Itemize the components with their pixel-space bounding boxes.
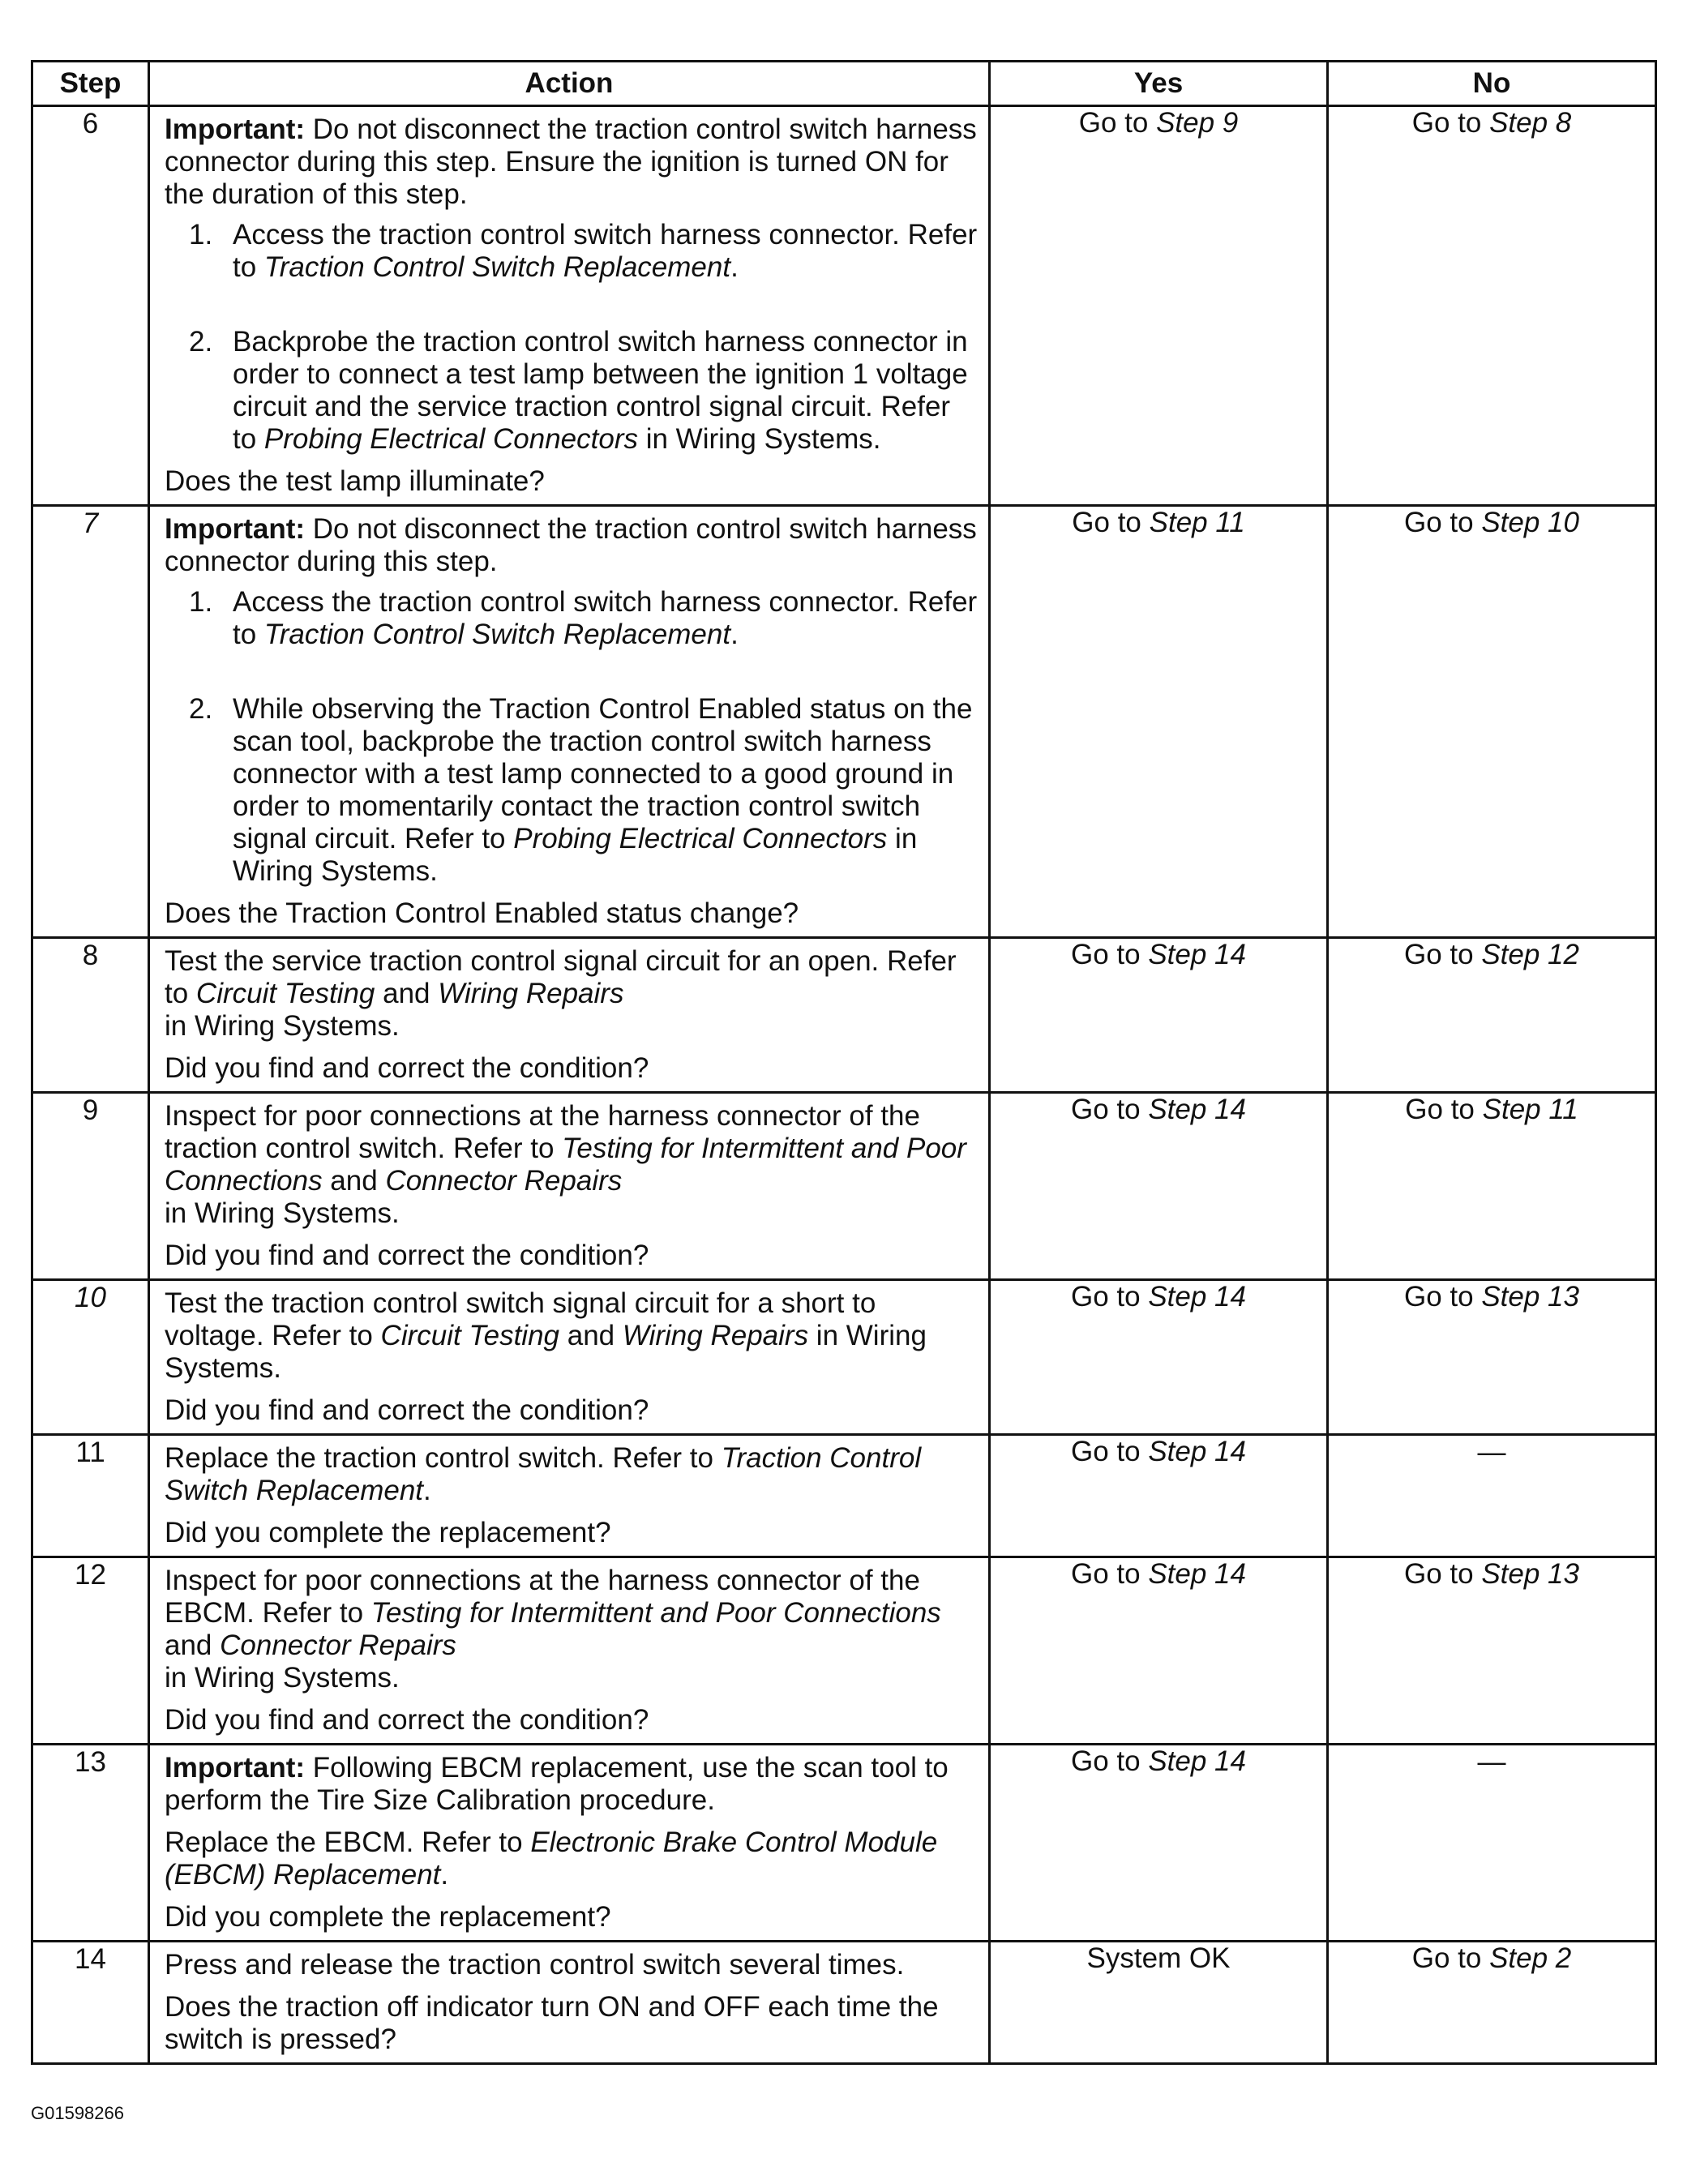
sentence-end: .: [440, 1859, 449, 1891]
question-text: Did you find and correct the condition?: [165, 1240, 649, 1271]
substep: [189, 693, 979, 888]
step-link[interactable]: Step 14: [1148, 1558, 1246, 1590]
action-cell: [149, 1557, 990, 1745]
go-to-label: Go to: [1404, 1281, 1482, 1313]
yes-result: [990, 106, 1328, 506]
action-cell: [149, 1280, 990, 1435]
action-text: [165, 1100, 979, 1230]
action-text: [165, 1565, 979, 1694]
reference-link[interactable]: Connector Repairs: [220, 1629, 456, 1661]
header-action: Action: [149, 62, 990, 106]
question-text: Does the Traction Control Enabled status change?: [165, 897, 799, 929]
substep-number: 2.: [189, 326, 213, 358]
no-result-none: —: [1328, 1435, 1656, 1557]
substep-end: .: [730, 619, 739, 650]
action-text: [165, 1826, 979, 1891]
reference-link[interactable]: Traction Control Switch Replacement: [263, 619, 731, 650]
step-link[interactable]: Step 11: [1149, 507, 1245, 538]
reference-link[interactable]: Electronic Brake Control Module (EBCM) Replacement: [165, 1826, 938, 1891]
important-text: Following EBCM replacement, use the scan tool to perform the Tire Size Calibration procedure.: [165, 1752, 949, 1816]
no-result: [1328, 1557, 1656, 1745]
step-number: [32, 1280, 149, 1435]
question-text: Did you find and correct the condition?: [165, 1704, 649, 1736]
wiring-systems-text: in Wiring Systems.: [165, 1010, 400, 1042]
step-link[interactable]: Step 9: [1156, 107, 1239, 139]
instruction-text: Inspect for poor connections at the harness connector of the EBCM. Refer to: [165, 1565, 920, 1629]
go-to-label: Go to: [1405, 1094, 1483, 1125]
action-cell: [149, 506, 990, 938]
no-result: [1328, 1093, 1656, 1280]
reference-link[interactable]: Traction Control Switch Replacement: [263, 251, 731, 283]
step-number-text: 7: [82, 507, 99, 539]
substep-end: .: [730, 251, 739, 283]
table-row-step-6: [32, 106, 1656, 506]
question-text: Did you complete the replacement?: [165, 1901, 611, 1933]
go-to-label: Go to: [1404, 507, 1482, 538]
substep-list: [165, 586, 979, 888]
step-number: 8: [32, 938, 149, 1093]
substep-list: [165, 219, 979, 456]
instruction-text: Replace the EBCM. Refer to: [165, 1826, 531, 1858]
important-label: Important:: [165, 1752, 306, 1784]
question-text: Did you find and correct the condition?: [165, 1394, 649, 1426]
table-row-step-9: [32, 1093, 1656, 1280]
action-cell: [149, 106, 990, 506]
reference-link[interactable]: Testing for Intermittent and Poor Connections: [165, 1133, 966, 1197]
step-link[interactable]: Step 13: [1481, 1281, 1579, 1313]
important-text: Do not disconnect the traction control switch harness connector during this step. Ensure the ignition is turned ON for the duration of this step.: [165, 113, 977, 210]
no-result: [1328, 106, 1656, 506]
question-text: Did you find and correct the condition?: [165, 1052, 649, 1084]
table-row-step-13: [32, 1745, 1656, 1942]
reference-link[interactable]: Connector Repairs: [385, 1165, 623, 1197]
action-cell: [149, 1435, 990, 1557]
header-row: [32, 62, 1656, 106]
go-to-label: Go to: [1078, 107, 1157, 139]
header-yes: Yes: [990, 62, 1328, 106]
instruction-text: Inspect for poor connections at the harness connector of the traction control switch. Refer to: [165, 1100, 920, 1164]
diagnostic-table: [31, 60, 1657, 2065]
yes-result: [990, 1435, 1328, 1557]
substep-number: 1.: [189, 219, 213, 251]
step-link[interactable]: Step 13: [1481, 1558, 1579, 1590]
no-result: [1328, 1280, 1656, 1435]
question-text: Did you complete the replacement?: [165, 1517, 611, 1548]
reference-link[interactable]: Traction Control Switch Replacement: [165, 1442, 922, 1506]
yes-result: [990, 1557, 1328, 1745]
step-link[interactable]: Step 14: [1148, 1094, 1246, 1125]
no-result: [1328, 506, 1656, 938]
step-link[interactable]: Step 14: [1148, 1281, 1246, 1313]
substep: [189, 586, 979, 651]
question-text: Does the test lamp illuminate?: [165, 465, 545, 497]
yes-result: [990, 1280, 1328, 1435]
go-to-label: Go to: [1072, 507, 1150, 538]
substep-text: While observing the Traction Control Enabled status on the scan tool, backprobe the traction control switch harness connector with a test lamp connected to a good ground in order to momentarily contact the traction control switch signal circuit. Refer to: [233, 693, 973, 854]
sentence-end: .: [423, 1475, 431, 1506]
wiring-systems-text: in Wiring Systems.: [165, 1320, 927, 1384]
conjunction: and: [559, 1320, 623, 1351]
table-row-step-7: [32, 506, 1656, 938]
no-result: [1328, 1942, 1656, 2064]
action-text: [165, 945, 979, 1043]
step-link[interactable]: Step 2: [1489, 1942, 1572, 1974]
reference-link[interactable]: Probing Electrical Connectors: [513, 823, 888, 854]
wiring-systems-text: in Wiring Systems.: [165, 1197, 400, 1229]
conjunction: and: [322, 1165, 386, 1197]
reference-link[interactable]: Wiring Repairs: [438, 978, 624, 1009]
substep-number: 2.: [189, 693, 213, 725]
step-link[interactable]: Step 14: [1148, 1745, 1246, 1777]
substep-number: 1.: [189, 586, 213, 618]
substep: [189, 326, 979, 456]
substep-end: in Wiring Systems.: [233, 823, 918, 887]
step-number: 12: [32, 1557, 149, 1745]
step-link[interactable]: Step 10: [1481, 507, 1579, 538]
important-note: [165, 113, 979, 211]
important-note: [165, 1752, 979, 1817]
substep: [189, 219, 979, 284]
action-text: [165, 1442, 979, 1507]
substep-text: Access the traction control switch harness connector. Refer to: [233, 586, 978, 650]
conjunction: and: [375, 978, 439, 1009]
conjunction: and: [165, 1629, 221, 1661]
action-cell: [149, 1093, 990, 1280]
table-row-step-10: [32, 1280, 1656, 1435]
go-to-label: Go to: [1071, 1745, 1149, 1777]
reference-link[interactable]: Probing Electrical Connectors: [263, 423, 638, 455]
go-to-label: Go to: [1071, 1436, 1149, 1467]
reference-link[interactable]: Wiring Repairs: [622, 1320, 809, 1351]
step-link[interactable]: Step 11: [1482, 1094, 1578, 1125]
step-number: 14: [32, 1942, 149, 2064]
go-to-label: Go to: [1071, 1558, 1149, 1590]
go-to-label: Go to: [1071, 1281, 1149, 1313]
instruction-text: Replace the traction control switch. Refer to: [165, 1442, 722, 1474]
table-row-step-12: [32, 1557, 1656, 1745]
yes-result: [990, 938, 1328, 1093]
question-text: Does the traction off indicator turn ON and OFF each time the switch is pressed?: [165, 1991, 939, 2055]
no-result-none: —: [1328, 1745, 1656, 1942]
no-result: [1328, 938, 1656, 1093]
reference-link[interactable]: Circuit Testing: [380, 1320, 560, 1351]
yes-result: [990, 506, 1328, 938]
step-number: 11: [32, 1435, 149, 1557]
step-link[interactable]: Step 14: [1148, 939, 1246, 970]
important-label: Important:: [165, 113, 306, 145]
action-cell: [149, 1745, 990, 1942]
table-row-step-14: [32, 1942, 1656, 2064]
go-to-label: Go to: [1071, 1094, 1149, 1125]
action-cell: [149, 938, 990, 1093]
important-text: Do not disconnect the traction control switch harness connector during this step.: [165, 513, 977, 577]
step-number-text: 10: [75, 1282, 106, 1313]
important-label: Important:: [165, 513, 306, 545]
go-to-label: Go to: [1404, 939, 1482, 970]
action-cell: [149, 1942, 990, 2064]
yes-result: [990, 1093, 1328, 1280]
action-text: [165, 1287, 979, 1385]
go-to-label: Go to: [1071, 939, 1149, 970]
figure-id: G01598266: [31, 2103, 124, 2123]
substep-text: Backprobe the traction control switch harness connector in order to connect a test lamp between the ignition 1 voltage circuit and the service traction control signal circuit. Refer to: [233, 326, 968, 455]
step-number: 9: [32, 1093, 149, 1280]
yes-result: [990, 1745, 1328, 1942]
header-step: Step: [32, 62, 149, 106]
important-note: [165, 513, 979, 578]
reference-link[interactable]: Testing for Intermittent and Poor Connections: [370, 1597, 941, 1629]
step-number: [32, 506, 149, 938]
substep-text: Access the traction control switch harness connector. Refer to: [233, 219, 978, 283]
wiring-systems-text: in Wiring Systems.: [165, 1662, 400, 1694]
step-link[interactable]: Step 14: [1148, 1436, 1246, 1467]
substep-end: in Wiring Systems.: [637, 423, 881, 455]
go-to-label: Go to: [1404, 1558, 1482, 1590]
go-to-label: Go to: [1411, 1942, 1490, 1974]
table-row-step-8: [32, 938, 1656, 1093]
table-row-step-11: [32, 1435, 1656, 1557]
instruction-text: Test the traction control switch signal circuit for a short to voltage. Refer to: [165, 1287, 876, 1351]
instruction-text: Test the service traction control signal circuit for an open. Refer to: [165, 945, 957, 1009]
step-link[interactable]: Step 12: [1481, 939, 1579, 970]
go-to-label: Go to: [1411, 107, 1490, 139]
reference-link[interactable]: Circuit Testing: [195, 978, 375, 1009]
action-text: Press and release the traction control switch several times.: [165, 1949, 905, 1981]
step-number: 13: [32, 1745, 149, 1942]
yes-result: System OK: [990, 1942, 1328, 2064]
step-number: 6: [32, 106, 149, 506]
header-no: No: [1328, 62, 1656, 106]
step-link[interactable]: Step 8: [1489, 107, 1572, 139]
